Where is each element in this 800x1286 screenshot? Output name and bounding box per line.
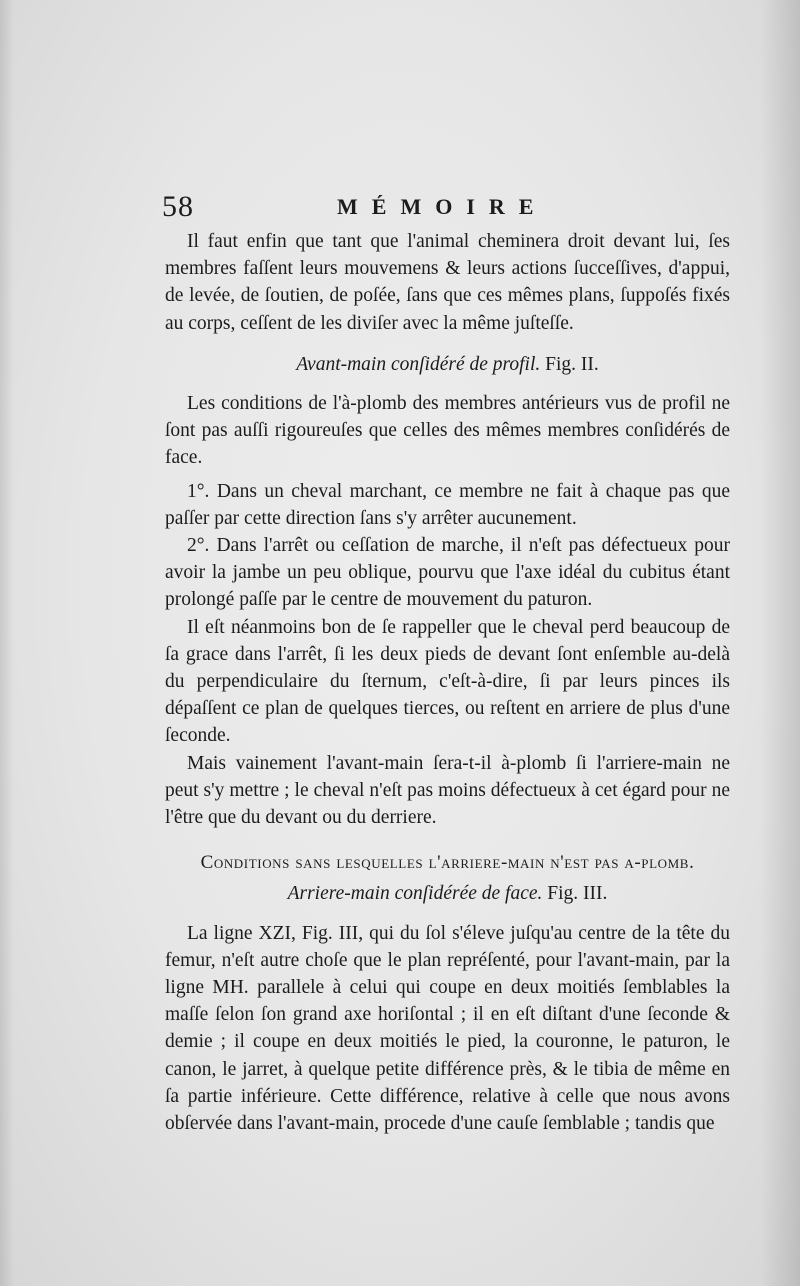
section-heading-text: Avant-main conſidéré de profil.	[296, 353, 541, 375]
running-head: MÉMOIRE	[337, 194, 548, 219]
page-left-shadow	[0, 0, 14, 1286]
paragraph-2: Les conditions de l'à-plomb des membres antérieurs vus de profil ne ſont pas auſſi rigoureuſes que celles des mêmes membres conſidérés de face.	[165, 393, 730, 469]
figure-reference: Fig. III.	[547, 883, 608, 905]
section-heading-text: Arriere-main conſidérée de face.	[287, 883, 543, 905]
paragraph-7: La ligne XZI, Fig. III, qui du ſol s'éleve juſqu'au centre de la tête du femur, n'eſt autre choſe que le plan repréſenté, pour l'avant-main, par la ligne MH. parallele à celui qui coupe en deux moitiés ſemblables la maſſe ſelon ſon grand axe horiſontal ; il en eſt diſtant d'une ſeconde & demie ; il coupe en deux moitiés le pied, la couronne, le paturon, le canon, le jarret, à quelque petite différence près, & le tibia de même en ſa partie inférieure. Cette différence, relative à celle que nous avons obſervée dans l'avant-main, procede d'une cauſe ſemblable ; tandis que	[165, 922, 730, 1135]
page-number: 58	[162, 190, 194, 223]
text-block	[165, 228, 730, 1137]
section-heading-conditions: Conditions sans lesquelles l'arriere-main n'est pas a-plomb.	[200, 852, 695, 874]
section-heading-arriere-main	[165, 880, 730, 907]
page-header	[162, 190, 732, 224]
paragraph-3: 1°. Dans un cheval marchant, ce membre ne fait à chaque pas que paſſer par cette direction ſans s'y arrêter aucunement.	[165, 480, 730, 529]
figure-reference: Fig. II.	[545, 353, 599, 375]
page-right-shadow	[760, 0, 800, 1286]
paragraph-5: Il eſt néanmoins bon de ſe rappeller que le cheval perd beaucoup de ſa grace dans l'arrêt, ſi les deux pieds de devant ſont enſemble au-delà du perpendiculaire du ſternum, c'eſt-à-dire, ſi par leurs pinces ils dépaſſent ce plan de quelques tierces, ou reſtent en arriere de plus d'une ſeconde.	[165, 616, 730, 747]
section-heading-avant-main	[165, 351, 730, 378]
paragraph-4: 2°. Dans l'arrêt ou ceſſation de marche, il n'eſt pas défectueux pour avoir la jambe un peu oblique, pourvu que l'axe idéal du cubitus étant prolongé paſſe par le centre de mouvement du paturon.	[165, 535, 730, 611]
paragraph-6: Mais vainement l'avant-main ſera-t-il à-plomb ſi l'arriere-main ne peut s'y mettre ; le cheval n'eſt pas moins défectueux à cet égard pour ne l'être que du devant ou du derriere.	[165, 752, 730, 829]
paragraph-1: Il faut enfin que tant que l'animal cheminera droit devant lui, ſes membres faſſent leurs mouvemens & leurs actions ſucceſſives, d'appui, de levée, de ſoutien, de poſée, ſans que ces mêmes plans, ſuppoſés fixés au corps, ceſſent de les diviſer avec la même juſteſſe.	[165, 231, 730, 334]
